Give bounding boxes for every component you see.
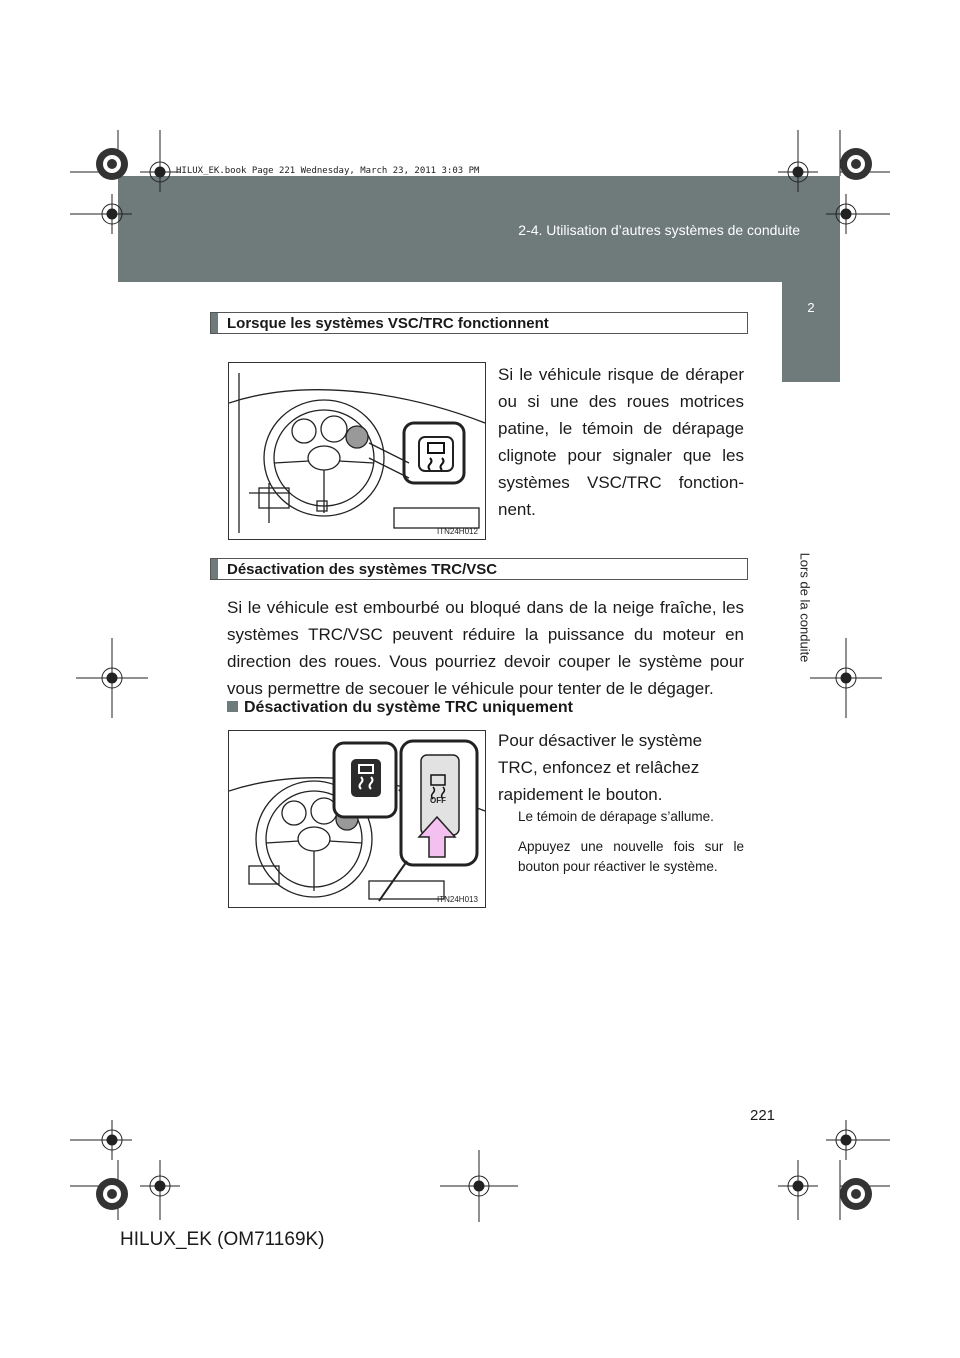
off-button-label: OFF bbox=[430, 796, 446, 805]
crosshair-bottom-left bbox=[140, 1166, 180, 1206]
header-section-title: 2-4. Utilisation d’autres systèmes de conduite bbox=[518, 222, 800, 238]
section-heading-vsc-trc-operating bbox=[210, 312, 748, 334]
crosshair-right-upper bbox=[826, 194, 866, 234]
illustration-code: ITN24H012 bbox=[437, 527, 478, 536]
illustration-trc-off-button bbox=[228, 730, 486, 908]
square-bullet-icon bbox=[227, 701, 238, 712]
illustration-code: ITN24H013 bbox=[437, 895, 478, 904]
heading-bar bbox=[211, 313, 218, 333]
book-info: HILUX_EK.book Page 221 Wednesday, March 23, 2011 3:03 PM bbox=[176, 166, 480, 176]
section-title: Lorsque les systèmes VSC/TRC fonctionnent bbox=[227, 315, 549, 332]
crosshair-right-lower bbox=[826, 1120, 866, 1160]
crosshair-left-lower bbox=[92, 1120, 132, 1160]
page-number: 221 bbox=[750, 1107, 776, 1124]
heading-bar bbox=[211, 559, 218, 579]
section-body: Si le véhicule est embourbé ou bloqué dans de la neige fraîche, les systèmes TRC/VSC peuvent réduire la puissance du moteur en direction des roues. Vous pourriez devoir couper le système pour vous permettre de secouer le véhicule pour tenter de le dégager. bbox=[227, 598, 744, 698]
illustration-dashboard-skid-indicator bbox=[228, 362, 486, 540]
crop-mark-bottom bbox=[70, 1140, 890, 1220]
section-body: Si le véhicule risque de déraper ou si une des roues motrices patine, le témoin de dérapage clignote pour signaler que les systèmes VSC/TRC fonction-nent. bbox=[498, 365, 744, 519]
crosshair-right-mid bbox=[810, 638, 882, 718]
subsection-title: Désactivation du système TRC uniquement bbox=[244, 699, 573, 716]
crosshair-top-left bbox=[140, 152, 180, 192]
crosshair-bottom-center bbox=[440, 1150, 518, 1222]
section-heading-deactivation bbox=[210, 558, 748, 580]
crosshair-top-right bbox=[778, 152, 818, 192]
dashboard-button-drawing bbox=[229, 731, 485, 907]
chapter-label: Lors de la conduite bbox=[797, 552, 813, 663]
chapter-number: 2 bbox=[807, 300, 815, 315]
crosshair-bottom-right bbox=[778, 1166, 818, 1206]
subsection-heading bbox=[227, 699, 573, 717]
crosshair-left-mid bbox=[76, 638, 148, 718]
note-reactivate: Appuyez une nouvelle fois sur le bouton pour réactiver le système. bbox=[518, 839, 744, 874]
dashboard-drawing bbox=[229, 363, 485, 539]
model-code: HILUX_EK (OM71169K) bbox=[120, 1229, 325, 1250]
crop-mark-top bbox=[70, 130, 890, 214]
note-indicator-on: Le témoin de dérapage s’allume. bbox=[518, 809, 714, 824]
subsection-body: Pour désactiver le système TRC, enfoncez et relâchez rapidement le bouton. bbox=[498, 731, 703, 804]
crosshair-left-upper bbox=[92, 194, 132, 234]
section-title: Désactivation des systèmes TRC/VSC bbox=[227, 561, 498, 578]
